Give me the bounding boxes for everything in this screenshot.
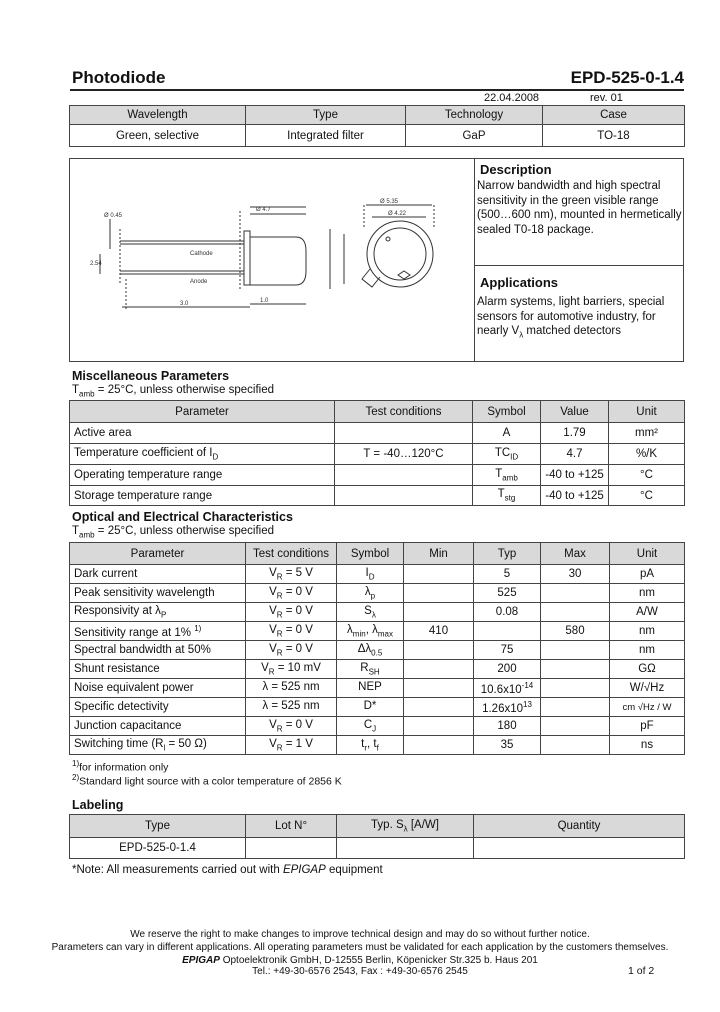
footnote-1: $^{1)}$for information only bbox=[72, 759, 169, 774]
unit-cell: mm² bbox=[609, 423, 685, 444]
labeling-quantity-cell[interactable] bbox=[474, 838, 685, 859]
document-revision: rev. 01 bbox=[590, 92, 623, 104]
labeling-lot-cell[interactable] bbox=[246, 838, 337, 859]
table-row bbox=[70, 622, 685, 641]
optical-heading: Optical and Electrical Characteristics bbox=[72, 510, 293, 524]
summary-header: Type bbox=[246, 106, 406, 125]
footer-line-4: Tel.: +49-30-6576 2543, Fax : +49-30-6576 2545 bbox=[252, 966, 468, 977]
cond-cell bbox=[335, 486, 473, 506]
cond-cell bbox=[335, 423, 473, 444]
summary-cell: GaP bbox=[406, 125, 543, 147]
table-row bbox=[70, 603, 685, 622]
symbol-cell: D* bbox=[337, 698, 404, 717]
description-heading: Description bbox=[480, 162, 552, 177]
min-cell bbox=[404, 565, 474, 584]
misc-header: Symbol bbox=[473, 401, 541, 423]
typ-cell: $10.6x10^{-14}$ bbox=[474, 679, 541, 698]
labeling-typ-cell[interactable] bbox=[337, 838, 474, 859]
table-row bbox=[70, 486, 685, 506]
document-title: Photodiode bbox=[72, 68, 166, 87]
labeling-header: Quantity bbox=[474, 815, 685, 838]
top-view-inner bbox=[374, 228, 426, 280]
labeling-type-cell: EPD-525-0-1.4 bbox=[70, 838, 246, 859]
dim-label: 1.0 bbox=[260, 298, 269, 304]
applications-line: sensors for automotive industry, for bbox=[477, 310, 656, 323]
cond-cell: λ = 525 nm bbox=[246, 679, 337, 698]
max-cell bbox=[541, 641, 610, 660]
labeling-heading: Labeling bbox=[72, 798, 124, 812]
summary-table bbox=[69, 105, 685, 147]
labeling-header-row bbox=[70, 815, 685, 838]
min-cell bbox=[404, 679, 474, 698]
description-line: Narrow bandwidth and high spectral bbox=[477, 180, 661, 192]
description-line: sensitivity in the green visible range bbox=[477, 194, 659, 207]
typ-cell: 0.08 bbox=[474, 603, 541, 622]
misc-header-row bbox=[70, 401, 685, 423]
symbol-cell: $T_{stg}$ bbox=[473, 486, 541, 506]
cond-cell bbox=[335, 465, 473, 486]
unit-cell: °C bbox=[609, 486, 685, 506]
min-cell bbox=[404, 660, 474, 679]
min-cell bbox=[404, 603, 474, 622]
symbol-cell: $\lambda_{min}$, $\lambda_{max}$ bbox=[337, 622, 404, 641]
summary-header: Case bbox=[543, 106, 685, 125]
max-cell bbox=[541, 679, 610, 698]
optical-table bbox=[69, 542, 685, 755]
cond-cell: λ = 525 nm bbox=[246, 698, 337, 717]
optical-header: Parameter bbox=[70, 543, 246, 565]
min-cell bbox=[404, 717, 474, 736]
summary-header-row bbox=[70, 106, 685, 125]
table-row bbox=[70, 736, 685, 755]
typ-cell: 5 bbox=[474, 565, 541, 584]
labeling-header: Type bbox=[70, 815, 246, 838]
unit-cell: cm √Hz / W bbox=[610, 698, 685, 717]
symbol-cell: $\lambda_p$ bbox=[337, 584, 404, 603]
min-cell bbox=[404, 736, 474, 755]
footer-line-3: EPIGAP Optoelektronik GmbH, D-12555 Berlin, Köpenicker Str.325 b. Haus 201 bbox=[182, 955, 538, 966]
summary-cell: TO-18 bbox=[543, 125, 685, 147]
description-box bbox=[474, 158, 684, 362]
min-cell bbox=[404, 698, 474, 717]
min-cell bbox=[404, 641, 474, 660]
unit-cell: GΩ bbox=[610, 660, 685, 679]
description-text bbox=[477, 179, 682, 237]
param-cell: Switching time ($R_l = 50$ Ω) bbox=[70, 736, 246, 755]
param-cell: Operating temperature range bbox=[70, 465, 335, 486]
cond-cell: $V_R = 0$ V bbox=[246, 603, 337, 622]
param-cell: Dark current bbox=[70, 565, 246, 584]
package-drawing bbox=[70, 159, 474, 361]
cond-cell: T = -40…120°C bbox=[335, 444, 473, 465]
cond-cell: $V_R = 1$ V bbox=[246, 736, 337, 755]
unit-cell: pF bbox=[610, 717, 685, 736]
summary-cell: Integrated filter bbox=[246, 125, 406, 147]
misc-heading: Miscellaneous Parameters bbox=[72, 369, 230, 383]
max-cell bbox=[541, 603, 610, 622]
measurement-note: *Note: All measurements carried out with EPIGAP equipment bbox=[72, 864, 383, 876]
labeling-header: Lot N° bbox=[246, 815, 337, 838]
applications-line: Alarm systems, light barriers, special bbox=[477, 296, 665, 308]
max-cell bbox=[541, 736, 610, 755]
param-cell: Specific detectivity bbox=[70, 698, 246, 717]
symbol-cell: $t_r$, $t_f$ bbox=[337, 736, 404, 755]
unit-cell: A/W bbox=[610, 603, 685, 622]
misc-header: Parameter bbox=[70, 401, 335, 423]
symbol-cell: $T_{amb}$ bbox=[473, 465, 541, 486]
value-cell: -40 to +125 bbox=[541, 465, 609, 486]
unit-cell: °C bbox=[609, 465, 685, 486]
dim-label: Ø 5.35 bbox=[380, 199, 399, 205]
optical-conditions: $T_{amb} = 25^\circ C$, unless otherwise specified bbox=[72, 525, 275, 540]
unit-cell: nm bbox=[610, 622, 685, 641]
table-row bbox=[70, 444, 685, 465]
min-cell bbox=[404, 584, 474, 603]
misc-header: Test conditions bbox=[335, 401, 473, 423]
unit-cell: nm bbox=[610, 584, 685, 603]
footer-line-1: We reserve the right to make changes to improve technical design and may do so without further notice. bbox=[130, 929, 590, 940]
symbol-cell: A bbox=[473, 423, 541, 444]
description-divider bbox=[475, 265, 683, 266]
applications-line: nearly $V_\lambda$ matched detectors bbox=[477, 325, 621, 340]
typ-cell: $1.26x10^{13}$ bbox=[474, 698, 541, 717]
max-cell bbox=[541, 698, 610, 717]
param-cell: Peak sensitivity wavelength bbox=[70, 584, 246, 603]
table-row bbox=[70, 717, 685, 736]
table-row bbox=[70, 584, 685, 603]
optical-header: Min bbox=[404, 543, 474, 565]
cond-cell: $V_R = 0$ V bbox=[246, 641, 337, 660]
cathode-label: Cathode bbox=[190, 251, 213, 257]
page-number: 1 of 2 bbox=[628, 965, 655, 977]
summary-header: Technology bbox=[406, 106, 543, 125]
can-body bbox=[250, 237, 306, 285]
max-cell bbox=[541, 584, 610, 603]
value-cell: 4.7 bbox=[541, 444, 609, 465]
optical-header: Typ bbox=[474, 543, 541, 565]
max-cell bbox=[541, 660, 610, 679]
optical-header: Max bbox=[541, 543, 610, 565]
symbol-cell: $R_{SH}$ bbox=[337, 660, 404, 679]
flange bbox=[244, 231, 250, 285]
param-cell: Noise equivalent power bbox=[70, 679, 246, 698]
table-row bbox=[70, 660, 685, 679]
footer-line-2: Parameters can vary in different applications. All operating parameters must be validated for each application by the customers themselves. bbox=[51, 942, 669, 953]
param-cell: Responsivity at $\lambda_P$ bbox=[70, 603, 246, 622]
drawing-box bbox=[69, 158, 475, 362]
misc-conditions: $T_{amb} = 25^\circ C$, unless otherwise specified bbox=[72, 384, 275, 399]
symbol-cell: $I_D$ bbox=[337, 565, 404, 584]
min-cell: 410 bbox=[404, 622, 474, 641]
optical-header: Test conditions bbox=[246, 543, 337, 565]
header-rule bbox=[70, 89, 684, 91]
misc-table bbox=[69, 400, 685, 506]
table-row bbox=[70, 679, 685, 698]
part-number: EPD-525-0-1.4 bbox=[570, 68, 684, 87]
symbol-cell: $\Delta\lambda_{0.5}$ bbox=[337, 641, 404, 660]
unit-cell: W/√Hz bbox=[610, 679, 685, 698]
param-cell: Sensitivity range at 1% $^{1)}$ bbox=[70, 622, 246, 641]
table-row bbox=[70, 641, 685, 660]
labeling-header: Typ. $S_\lambda$ [A/W] bbox=[337, 815, 474, 838]
anode-label: Anode bbox=[190, 279, 208, 285]
applications-text bbox=[477, 295, 664, 343]
symbol-cell: $S_\lambda$ bbox=[337, 603, 404, 622]
value-cell: 1.79 bbox=[541, 423, 609, 444]
document-date: 22.04.2008 bbox=[484, 92, 540, 104]
cond-cell: $V_R = 0$ V bbox=[246, 584, 337, 603]
table-row bbox=[70, 838, 685, 859]
optical-header-row bbox=[70, 543, 685, 565]
misc-header: Unit bbox=[609, 401, 685, 423]
cond-cell: $V_R = 0$ V bbox=[246, 717, 337, 736]
summary-value-row bbox=[70, 125, 685, 147]
footnote-2: $^{2)}$Standard light source with a color temperature of 2856 K bbox=[72, 773, 342, 788]
table-row bbox=[70, 565, 685, 584]
typ-cell: 525 bbox=[474, 584, 541, 603]
table-row bbox=[70, 423, 685, 444]
typ-cell: 35 bbox=[474, 736, 541, 755]
param-cell: Spectral bandwidth at 50% bbox=[70, 641, 246, 660]
dim-label: Ø 4.7 bbox=[256, 207, 271, 213]
misc-header: Value bbox=[541, 401, 609, 423]
param-cell: Shunt resistance bbox=[70, 660, 246, 679]
top-view-outer bbox=[367, 221, 433, 287]
unit-cell: nm bbox=[610, 641, 685, 660]
dim-label: Ø 0.45 bbox=[104, 213, 123, 219]
summary-header: Wavelength bbox=[70, 106, 246, 125]
optical-header: Symbol bbox=[337, 543, 404, 565]
max-cell: 580 bbox=[541, 622, 610, 641]
param-cell: Storage temperature range bbox=[70, 486, 335, 506]
description-line: (500…600 nm), mounted in hermetically bbox=[477, 209, 682, 221]
typ-cell: 75 bbox=[474, 641, 541, 660]
typ-cell: 200 bbox=[474, 660, 541, 679]
description-line: sealed T0-18 package. bbox=[477, 223, 594, 236]
optical-header: Unit bbox=[610, 543, 685, 565]
unit-cell: ns bbox=[610, 736, 685, 755]
cond-cell: $V_R = 0$ V bbox=[246, 622, 337, 641]
param-cell: Active area bbox=[70, 423, 335, 444]
symbol-cell: NEP bbox=[337, 679, 404, 698]
applications-heading: Applications bbox=[480, 275, 559, 290]
unit-cell: %/K bbox=[609, 444, 685, 465]
labeling-table bbox=[69, 814, 685, 859]
summary-cell: Green, selective bbox=[70, 125, 246, 147]
value-cell: -40 to +125 bbox=[541, 486, 609, 506]
dim-label: Ø 4.22 bbox=[388, 211, 407, 217]
table-row bbox=[70, 465, 685, 486]
param-cell: Temperature coefficient of $I_D$ bbox=[70, 444, 335, 465]
typ-cell bbox=[474, 622, 541, 641]
symbol-cell: $TC_{ID}$ bbox=[473, 444, 541, 465]
max-cell: 30 bbox=[541, 565, 610, 584]
typ-cell: 180 bbox=[474, 717, 541, 736]
table-row bbox=[70, 698, 685, 717]
cond-cell: $V_R = 10$ mV bbox=[246, 660, 337, 679]
max-cell bbox=[541, 717, 610, 736]
symbol-cell: $C_J$ bbox=[337, 717, 404, 736]
dim-label: 2.54 bbox=[90, 261, 102, 267]
unit-cell: pA bbox=[610, 565, 685, 584]
dim-label: 3.0 bbox=[180, 301, 189, 307]
cond-cell: $V_R = 5$ V bbox=[246, 565, 337, 584]
param-cell: Junction capacitance bbox=[70, 717, 246, 736]
